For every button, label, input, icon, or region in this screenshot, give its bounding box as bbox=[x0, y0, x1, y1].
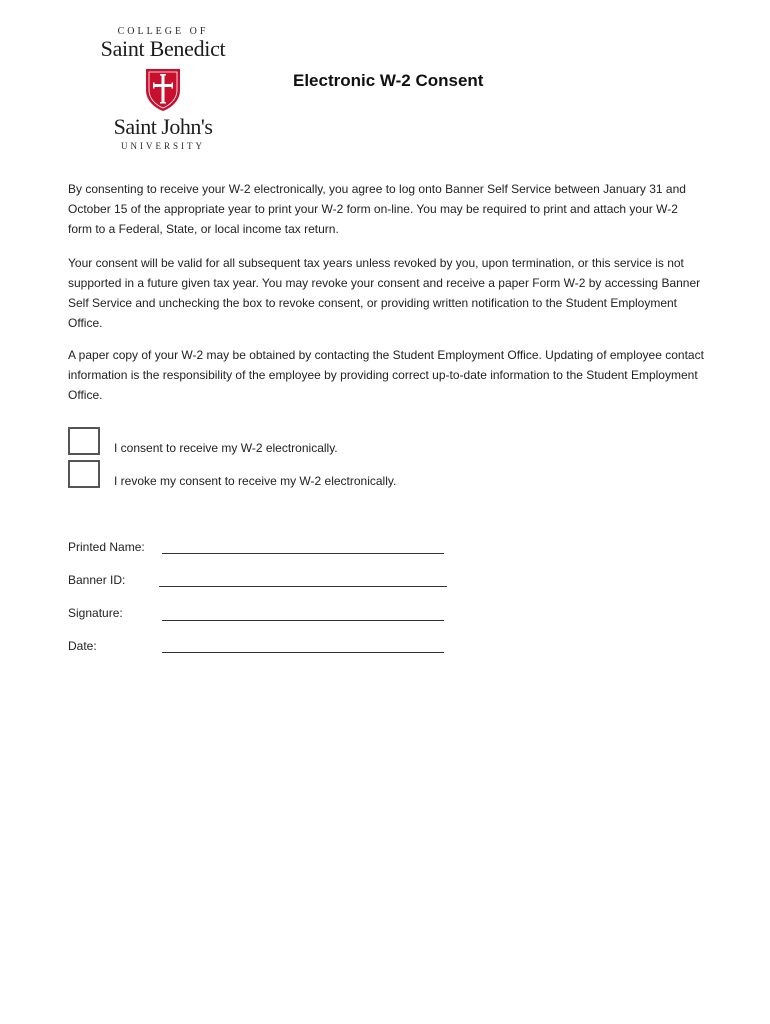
paragraph-consent-terms: By consenting to receive your W-2 electronically, you agree to log onto Banner Self Service between January 31 and October 15 of the appropriate year to print your W-2 form on-line. You may be required to print and attach your W-2 form to a Federal, State, or local income tax return. bbox=[68, 182, 686, 236]
logo-university: UNIVERSITY bbox=[121, 141, 205, 151]
logo-college-of: COLLEGE OF bbox=[117, 26, 209, 37]
document-title: Electronic W-2 Consent bbox=[293, 71, 484, 90]
consent-checkbox[interactable] bbox=[68, 427, 100, 455]
printed-name-field[interactable] bbox=[162, 553, 444, 554]
logo-saint-johns: Saint John's bbox=[113, 114, 213, 139]
college-logo bbox=[98, 26, 228, 154]
printed-name-label: Printed Name: bbox=[68, 540, 145, 554]
banner-id-field[interactable] bbox=[159, 586, 447, 587]
date-label: Date: bbox=[68, 639, 97, 653]
signature-label: Signature: bbox=[68, 606, 123, 620]
paragraph-consent-validity: Your consent will be valid for all subsequent tax years unless revoked by you, upon termination, or this service is not supported in a future given tax year. You may revoke your consent and receive a paper Form W-2 by accessing Banner Self Service and unchecking the box to revoke consent, or providing written notification to the Student Employment Office. bbox=[68, 256, 701, 330]
shield-cross-icon bbox=[145, 68, 181, 112]
consent-checkbox-label: I consent to receive my W-2 electronically. bbox=[114, 441, 338, 455]
revoke-checkbox-label: I revoke my consent to receive my W-2 electronically. bbox=[114, 474, 397, 488]
date-field[interactable] bbox=[162, 652, 444, 653]
paragraph-paper-copy: A paper copy of your W-2 may be obtained by contacting the Student Employment Office. Updating of employee contact information is the responsibility of the employee by providing correct up-to-date information to the Student Employment Office. bbox=[68, 348, 704, 402]
banner-id-label: Banner ID: bbox=[68, 573, 126, 587]
signature-field[interactable] bbox=[162, 620, 444, 621]
logo-saint-benedict: Saint Benedict bbox=[100, 36, 226, 61]
revoke-checkbox[interactable] bbox=[68, 460, 100, 488]
